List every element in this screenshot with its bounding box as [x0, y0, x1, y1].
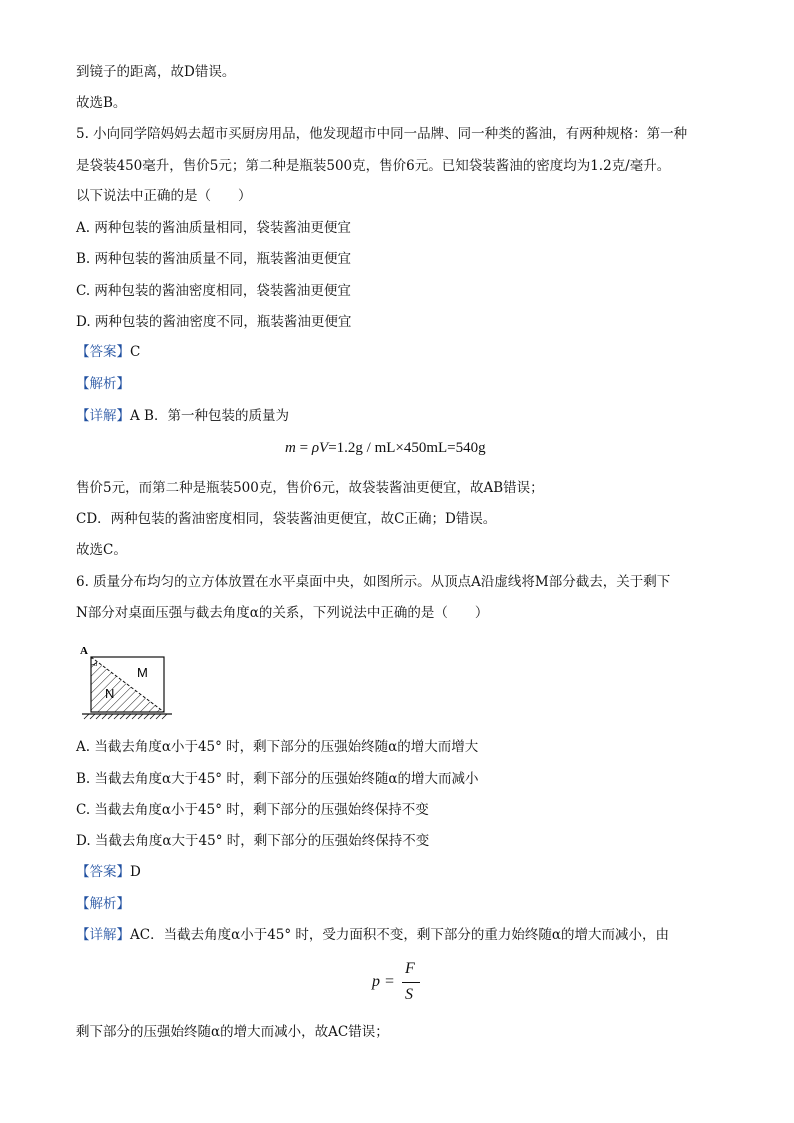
option-b: B. 当截去角度α大于45° 时，剩下部分的压强始终随α的增大而减小	[76, 771, 479, 787]
text-line: CD．两种包装的酱油密度相同，袋装酱油更便宜，故C正确；D错误。	[76, 511, 497, 527]
formula-v: V	[319, 440, 329, 456]
formula-eq: =	[295, 440, 312, 456]
answer-line	[76, 342, 140, 362]
formula-denominator: S	[405, 986, 413, 1003]
text-line: 故选B。	[76, 95, 127, 111]
answer-tag: 【答案】	[76, 344, 130, 360]
formula-numerator: F	[405, 960, 415, 977]
label-a: A	[80, 645, 88, 657]
detail-tag: 【详解】	[76, 408, 130, 424]
text-line: 到镜子的距离，故D错误。	[76, 64, 236, 80]
option-a: A. 两种包装的酱油质量相同，袋装酱油更便宜	[76, 220, 351, 236]
ground-hatch	[84, 714, 167, 719]
detail-text: AC．当截去角度α小于45° 时，受力面积不变，剩下部分的重力始终随α的增大而减小，由	[130, 927, 670, 943]
label-alpha: α	[94, 662, 98, 668]
pressure-formula	[372, 960, 432, 1008]
answer-line	[76, 862, 141, 882]
option-b: B. 两种包装的酱油质量不同，瓶装酱油更便宜	[76, 251, 352, 267]
question-5-stem: 5. 小向同学陪妈妈去超市买厨房用品，他发现超市中同一品牌、同一种类的酱油，有两种规格：第一种	[76, 126, 688, 142]
detail-text: A B．第一种包装的质量为	[130, 408, 289, 424]
answer-value: D	[130, 864, 141, 880]
cube-figure	[76, 640, 176, 722]
detail-line	[76, 406, 289, 426]
option-c: C. 当截去角度α小于45° 时，剩下部分的压强始终保持不变	[76, 802, 429, 818]
question-5-stem: 是袋装450毫升，售价5元；第二种是瓶装500克，售价6元。已知袋装酱油的密度均为1.2克/毫升。	[76, 158, 671, 174]
option-d: D. 当截去角度α大于45° 时，剩下部分的压强始终保持不变	[76, 833, 430, 849]
analysis-tag: 【解析】	[76, 376, 130, 392]
question-6-stem: 6. 质量分布均匀的立方体放置在水平桌面中央，如图所示。从顶点A沿虚线将M部分截去，关于剩下	[76, 574, 671, 590]
answer-tag: 【答案】	[76, 864, 130, 880]
option-c: C. 两种包装的酱油密度相同，袋装酱油更便宜	[76, 283, 351, 299]
label-m: M	[137, 665, 148, 680]
detail-tag: 【详解】	[76, 927, 130, 943]
text-line: 售价5元，而第二种是瓶装500克，售价6元，故袋装酱油更便宜，故AB错误；	[76, 480, 544, 496]
option-a: A. 当截去角度α小于45° 时，剩下部分的压强始终随α的增大而增大	[76, 739, 479, 755]
question-6-stem: N部分对桌面压强与截去角度α的关系，下列说法中正确的是（ ）	[76, 605, 489, 621]
option-d: D. 两种包装的酱油密度不同，瓶装酱油更便宜	[76, 314, 352, 330]
text-line: 剩下部分的压强始终随α的增大而减小，故AC错误；	[76, 1024, 389, 1040]
label-n: N	[105, 686, 115, 701]
formula-m: m	[285, 440, 296, 456]
question-5-stem: 以下说法中正确的是（ ）	[76, 188, 252, 204]
detail-line	[76, 925, 669, 945]
formula-rest: =1.2g / mL×450mL=540g	[328, 440, 486, 456]
formula-rho: ρ	[311, 440, 320, 456]
analysis-tag: 【解析】	[76, 896, 130, 912]
formula-lhs: p =	[372, 973, 395, 990]
text-line: 故选C。	[76, 542, 127, 558]
fraction-bar	[402, 982, 420, 983]
density-formula	[285, 440, 486, 457]
answer-value: C	[130, 344, 141, 360]
cube-diagram	[76, 640, 176, 722]
